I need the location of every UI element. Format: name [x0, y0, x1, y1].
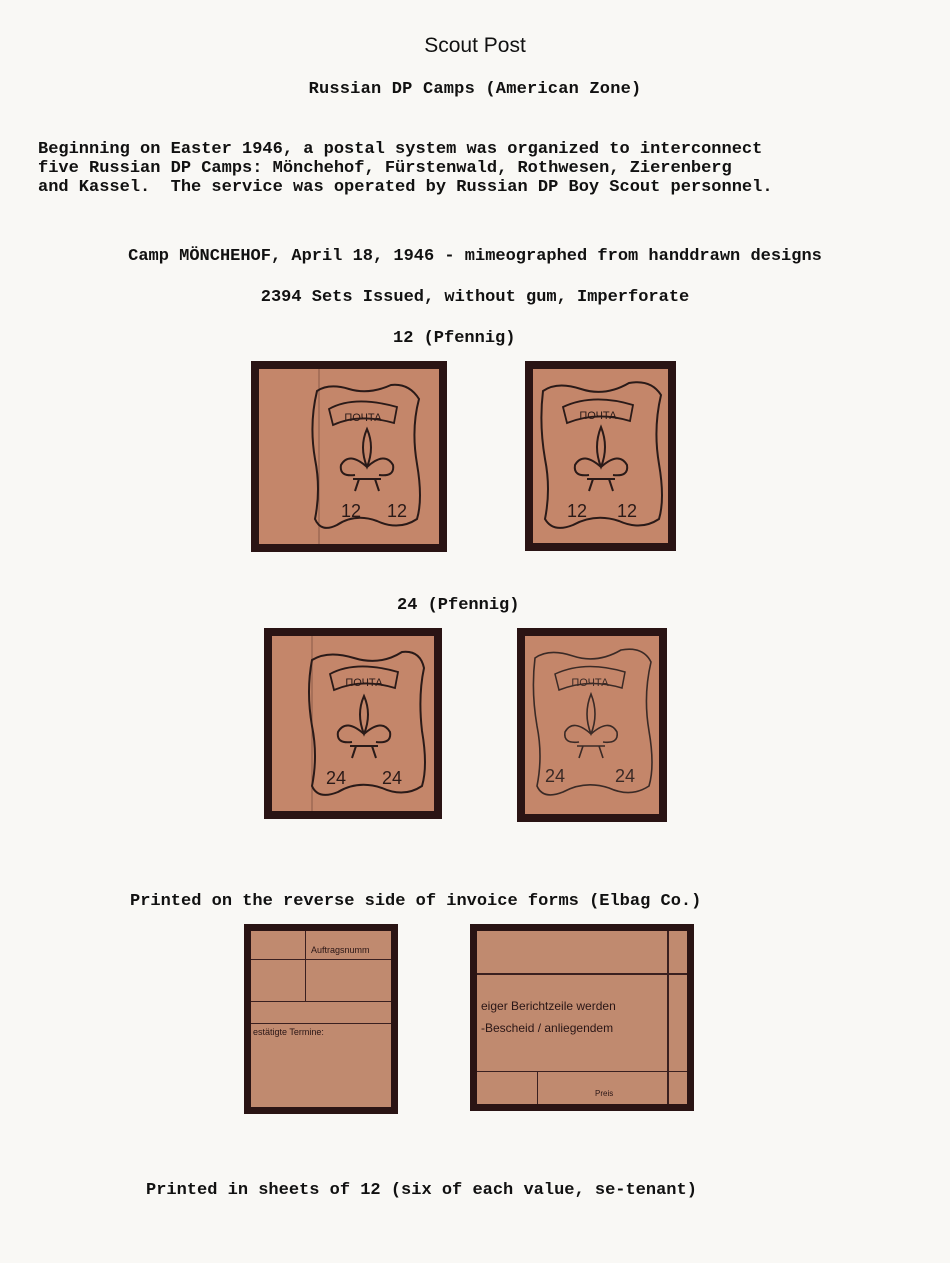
stamp-24-left — [264, 628, 442, 819]
stamp-24-right — [517, 628, 667, 822]
scout-fleur-de-lis-design — [259, 369, 439, 544]
footer-note: Printed in sheets of 12 (six of each value, se-tenant) — [146, 1181, 697, 1200]
stamp-banner-text: ПОЧТА — [579, 410, 617, 422]
stamp-value-right: 24 — [615, 766, 636, 786]
stamp-banner-text: ПОЧТА — [344, 412, 382, 424]
value-12-heading: 12 (Pfennig) — [393, 329, 516, 348]
stamp-12-left — [251, 361, 447, 552]
sets-line: 2394 Sets Issued, without gum, Imperforate — [260, 288, 690, 307]
page-subtitle: Russian DP Camps (American Zone) — [308, 80, 642, 99]
reverse-form-right — [470, 924, 694, 1111]
form-field-label: Preis — [595, 1089, 614, 1098]
scout-fleur-de-lis-design — [533, 369, 668, 543]
form-text-line: -Bescheid / anliegendem — [481, 1021, 614, 1035]
reverse-form-left — [244, 924, 398, 1114]
scout-fleur-de-lis-design — [525, 636, 659, 814]
stamp-value-left: 24 — [326, 768, 347, 788]
page-title: Scout Post — [424, 34, 526, 57]
intro-line: five Russian DP Camps: Mönchehof, Fürstenwald, Rothwesen, Zierenberg — [38, 159, 732, 178]
stamp-value-left: 24 — [545, 766, 566, 786]
stamp-banner-text: ПОЧТА — [571, 677, 609, 689]
scout-fleur-de-lis-design — [272, 636, 434, 811]
stamp-12-right — [525, 361, 676, 551]
intro-line: and Kassel. The service was operated by Russian DP Boy Scout personnel. — [38, 178, 773, 197]
issue-line: Camp MÖNCHEHOF, April 18, 1946 - mimeographed from handdrawn designs — [128, 247, 822, 266]
stamp-value-right: 24 — [382, 768, 403, 788]
intro-line: Beginning on Easter 1946, a postal system was organized to interconnect — [38, 140, 763, 159]
stamp-banner-text: ПОЧТА — [345, 677, 383, 689]
form-field-label: estätigte Termine: — [253, 1027, 324, 1037]
intro-paragraph — [38, 140, 918, 197]
stamp-value-right: 12 — [617, 501, 638, 521]
value-24-heading: 24 (Pfennig) — [397, 596, 520, 615]
stamp-value-right: 12 — [387, 501, 408, 521]
form-field-label: Auftragsnumm — [311, 945, 370, 955]
reverse-heading: Printed on the reverse side of invoice forms (Elbag Co.) — [130, 892, 702, 911]
stamp-value-left: 12 — [567, 501, 588, 521]
form-text-line: eiger Berichtzeile werden — [481, 999, 616, 1013]
stamp-value-left: 12 — [341, 501, 362, 521]
